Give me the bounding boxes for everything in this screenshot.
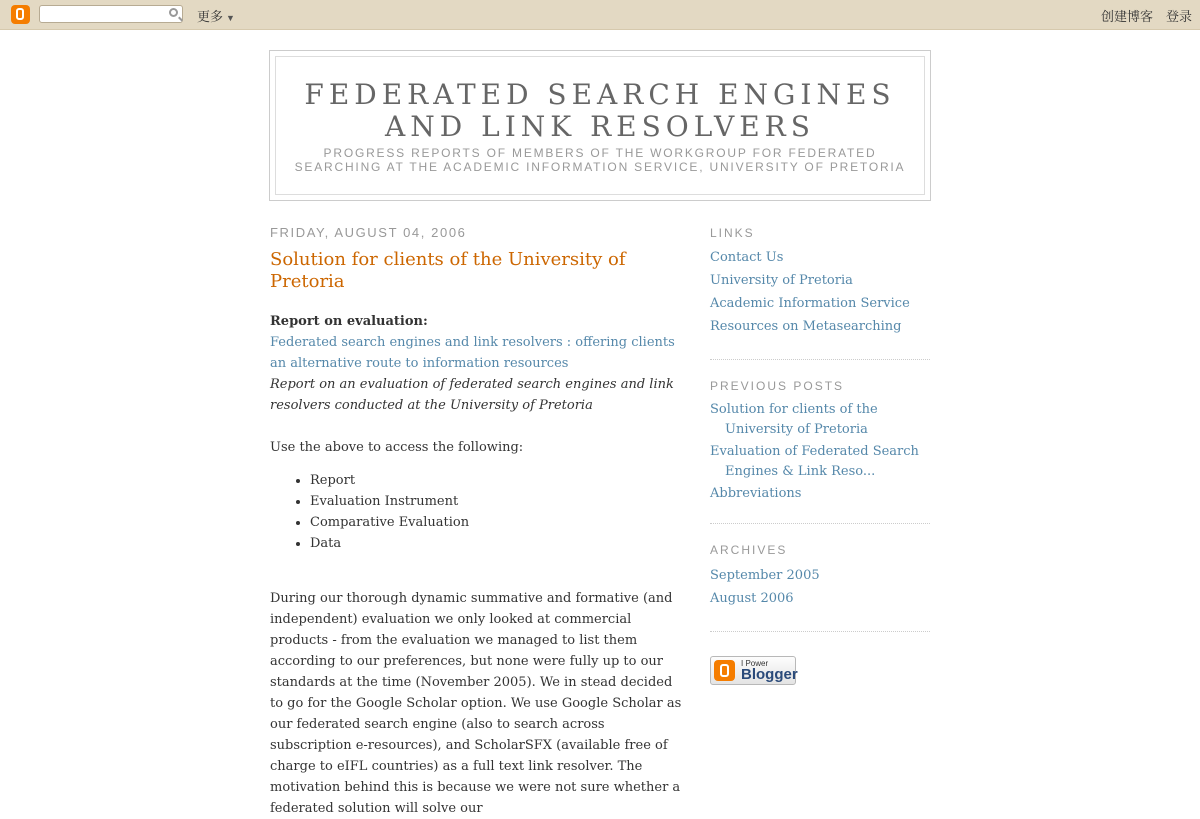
use-above-text: Use the above to access the following: [270,440,524,455]
blog-header-inner [275,56,925,195]
search-input[interactable] [39,5,183,23]
chevron-down-icon: ▼ [226,13,235,23]
sidebar-link-contact-us[interactable]: Contact Us [710,250,784,265]
blogger-logo-icon [714,660,735,681]
divider [710,631,930,632]
list-item: • Comparative Evaluation [310,512,682,533]
sidebar-link-metasearching[interactable]: Resources on Metasearching [710,319,902,334]
archive-link-aug-2006[interactable]: August 2006 [710,591,794,606]
create-blog-link[interactable]: 创建博客 [1101,9,1154,24]
post-body [270,311,682,819]
list-item: • Data [310,533,682,554]
previous-posts-heading: PREVIOUS POSTS [710,379,845,393]
blog-description: PROGRESS REPORTS OF MEMBERS OF THE WORKGROUP FOR FEDERATED SEARCHING AT THE ACADEMIC INFORMATION SERVICE, UNIVERSITY OF PRETORIA [294,146,906,174]
divider [710,523,930,524]
archives-list [710,564,930,610]
main-content [270,225,682,819]
more-menu-button[interactable] [197,6,235,25]
list-item: • Report [310,470,682,491]
links-heading: LINKS [710,226,755,240]
access-list [270,470,682,554]
previous-post-link[interactable]: Solution for clients of the University of Pretoria [710,402,878,437]
links-list [710,246,930,338]
previous-posts-list [710,400,930,504]
report-link[interactable]: Federated search engines and link resolvers : offering clients an alternative route to information resources [270,335,675,371]
blog-title[interactable]: FEDERATED SEARCH ENGINES AND LINK RESOLVERS [304,78,896,143]
post-title: Solution for clients of the University of Pretoria [270,249,626,292]
divider [710,359,930,360]
blog-header [269,50,931,201]
blogger-navbar [0,0,1200,30]
login-link[interactable]: 登录 [1166,9,1193,24]
badge-big-text: Blogger [741,666,798,683]
sidebar [710,225,930,632]
post-paragraph: During our thorough dynamic summative and formative (and independent) evaluation we only looked at commercial products - from the evaluation we managed to list them according to our preferences, but none were fully up to our standards at the time (November 2005). We in stead decided to go for the Google Scholar option. We use Google Scholar as our federated search engine (also to search across subscription e-resources), and ScholarSFX (available free of charge to eIFL countries) as a full text link resolver. The motivation behind this is because we were not sure whether a federated solution will solve our [270,591,682,816]
archive-link-sep-2005[interactable]: September 2005 [710,568,820,583]
previous-post-link[interactable]: Evaluation of Federated Search Engines & Link Reso... [710,444,919,479]
more-menu-label: 更多 [197,9,224,24]
post-date: FRIDAY, AUGUST 04, 2006 [270,225,467,240]
report-subtitle: Report on an evaluation of federated search engines and link resolvers conducted at the University of Pretoria [270,377,674,413]
badge-small-text: I Power [741,659,769,668]
search-icon[interactable] [169,8,178,17]
report-heading: Report on evaluation: [270,314,428,329]
sidebar-link-university[interactable]: University of Pretoria [710,273,853,288]
list-item: • Evaluation Instrument [310,491,682,512]
previous-post-link[interactable]: Abbreviations [710,486,802,501]
powered-by-blogger-badge[interactable] [710,656,796,685]
archives-heading: ARCHIVES [710,543,788,557]
blogger-logo-icon[interactable] [11,5,30,24]
sidebar-link-academic-info[interactable]: Academic Information Service [710,296,910,311]
